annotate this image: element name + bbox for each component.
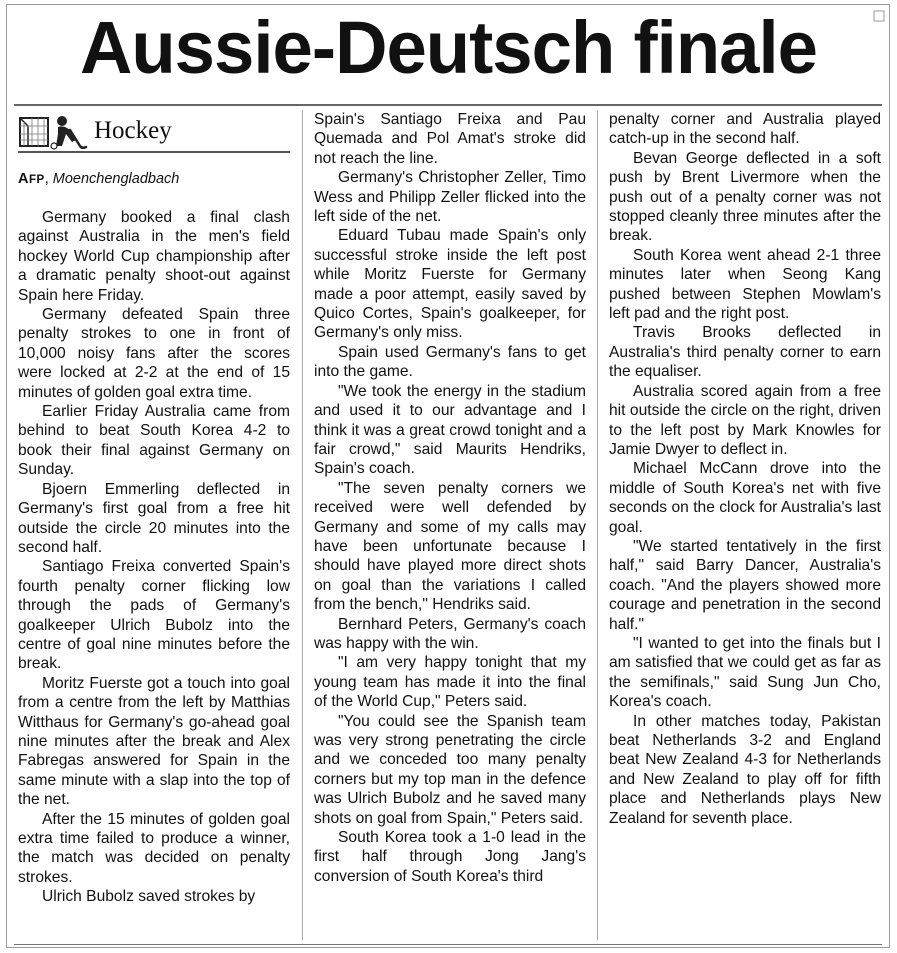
paragraph: Ulrich Bubolz saved strokes by <box>42 888 256 906</box>
article-column-1 <box>18 208 290 907</box>
paragraph: Eduard Tubau made Spain's only successful stroke inside the left post while Moritz Fuerste for Germany made a poor attempt, easily saved by Quico Cortes, Spain's goalkeeper, for Germany's only miss. <box>314 227 586 342</box>
paragraph: "I wanted to get into the finals but I am satisfied that we could get as far as the semifinals," said Sung Jun Cho, Korea's coach. <box>609 634 881 711</box>
section-label: Hockey <box>94 117 172 144</box>
byline-agency: AFP <box>18 171 45 187</box>
paragraph: South Korea went ahead 2-1 three minutes later when Seong Kang pushed between Stephen Mowlam's left pad and the right post. <box>609 246 881 323</box>
section-rule <box>18 151 290 153</box>
paragraph: penalty corner and Australia played catch-up in the second half. <box>609 111 881 148</box>
paragraph: "You could see the Spanish team was very strong penetrating the circle and we conceded too many penalty corners but my top man in the defence was Ulrich Bubolz and he saved many shots on goal from Spain," Peters said. <box>314 712 586 827</box>
paragraph: "We started tentatively in the first half," said Barry Dancer, Australia's coach. "And the players showed more courage and penetration in the second half." <box>609 537 881 633</box>
paragraph: "The seven penalty corners we received were well defended by Germany and some of my calls may have been unfortunate because I should have played more direct shots on goal than the variations I called from the bench," Hendriks said. <box>314 479 586 614</box>
paragraph: Spain's Santiago Freixa and Pau Quemada and Pol Amat's stroke did not reach the line. <box>314 111 586 167</box>
headline: Aussie-Deutsch finale <box>79 6 818 89</box>
column-divider <box>597 110 598 940</box>
paragraph: Germany booked a final clash against Australia in the men's field hockey World Cup championship after a dramatic penalty shoot-out against Spain here Friday. <box>18 209 290 304</box>
paragraph: Australia scored again from a free hit outside the circle on the right, driven to the left post by Mark Knowles for Jamie Dwyer to deflect in. <box>609 382 881 458</box>
byline: AFP, Moenchengladbach <box>18 171 180 187</box>
paragraph: South Korea took a 1-0 lead in the first half through Jong Jang's conversion of South Korea's third <box>314 829 586 885</box>
paragraph: Earlier Friday Australia came from behind to beat South Korea 4-2 to book their final against Germany on Sunday. <box>18 403 290 479</box>
column-divider <box>302 110 303 940</box>
paragraph: Spain used Germany's fans to get into the game. <box>314 343 586 381</box>
hockey-icon <box>18 112 92 152</box>
paragraph: After the 15 minutes of golden goal extra time failed to produce a winner, the match was decided on penalty strokes. <box>18 810 290 886</box>
paragraph: "I am very happy tonight that my young team has made it into the final of the World Cup," Peters said. <box>314 654 586 711</box>
paragraph: Germany's Christopher Zeller, Timo Wess and Philipp Zeller flicked into the left side of the net. <box>314 169 586 226</box>
paragraph: Travis Brooks deflected in Australia's third penalty corner to earn the equaliser. <box>609 324 881 381</box>
bottom-rule <box>14 944 882 945</box>
paragraph: Bjoern Emmerling deflected in Germany's first goal from a free hit outside the circle 20 minutes into the second half. <box>18 480 290 556</box>
paragraph: "We took the energy in the stadium and used it to our advantage and I think it was a great crowd tonight and a fair crowd," said Maurits Hendriks, Spain's coach. <box>314 382 586 478</box>
paragraph: Moritz Fuerste got a touch into goal from a centre from the left by Matthias Witthaus for Germany's go-ahead goal nine minutes after the break and Alex Fabregas answered for Spain in the same minute with a slap into the top of the net. <box>18 674 290 809</box>
byline-place: Moenchengladbach <box>52 171 180 187</box>
article-column-3 <box>609 110 881 828</box>
paragraph: Bernhard Peters, Germany's coach was happy with the win. <box>314 615 586 652</box>
headline-rule <box>14 104 882 106</box>
corner-mark-icon <box>873 10 885 22</box>
paragraph: Germany defeated Spain three penalty strokes to one in front of 10,000 noisy fans after the scores were locked at 2-2 at the end of 15 minutes of golden goal extra time. <box>18 306 290 401</box>
paragraph: In other matches today, Pakistan beat Netherlands 3-2 and England beat New Zealand 4-3 for Netherlands and New Zealand to play off for fifth place and Netherlands plays New Zealand for seventh place. <box>609 712 881 827</box>
paragraph: Bevan George deflected in a soft push by Brent Livermore when the push out of a penalty corner was not stopped cleanly three minutes after the break. <box>609 149 881 245</box>
paragraph: Santiago Freixa converted Spain's fourth penalty corner flicking low through the pads of Germany's goalkeeper Ulrich Bubolz into the centre of goal nine minutes before the break. <box>18 558 290 673</box>
paragraph: Michael McCann drove into the middle of South Korea's net with five seconds on the clock for Australia's last goal. <box>609 460 881 536</box>
section-header <box>18 112 288 152</box>
article-column-2 <box>314 110 586 886</box>
